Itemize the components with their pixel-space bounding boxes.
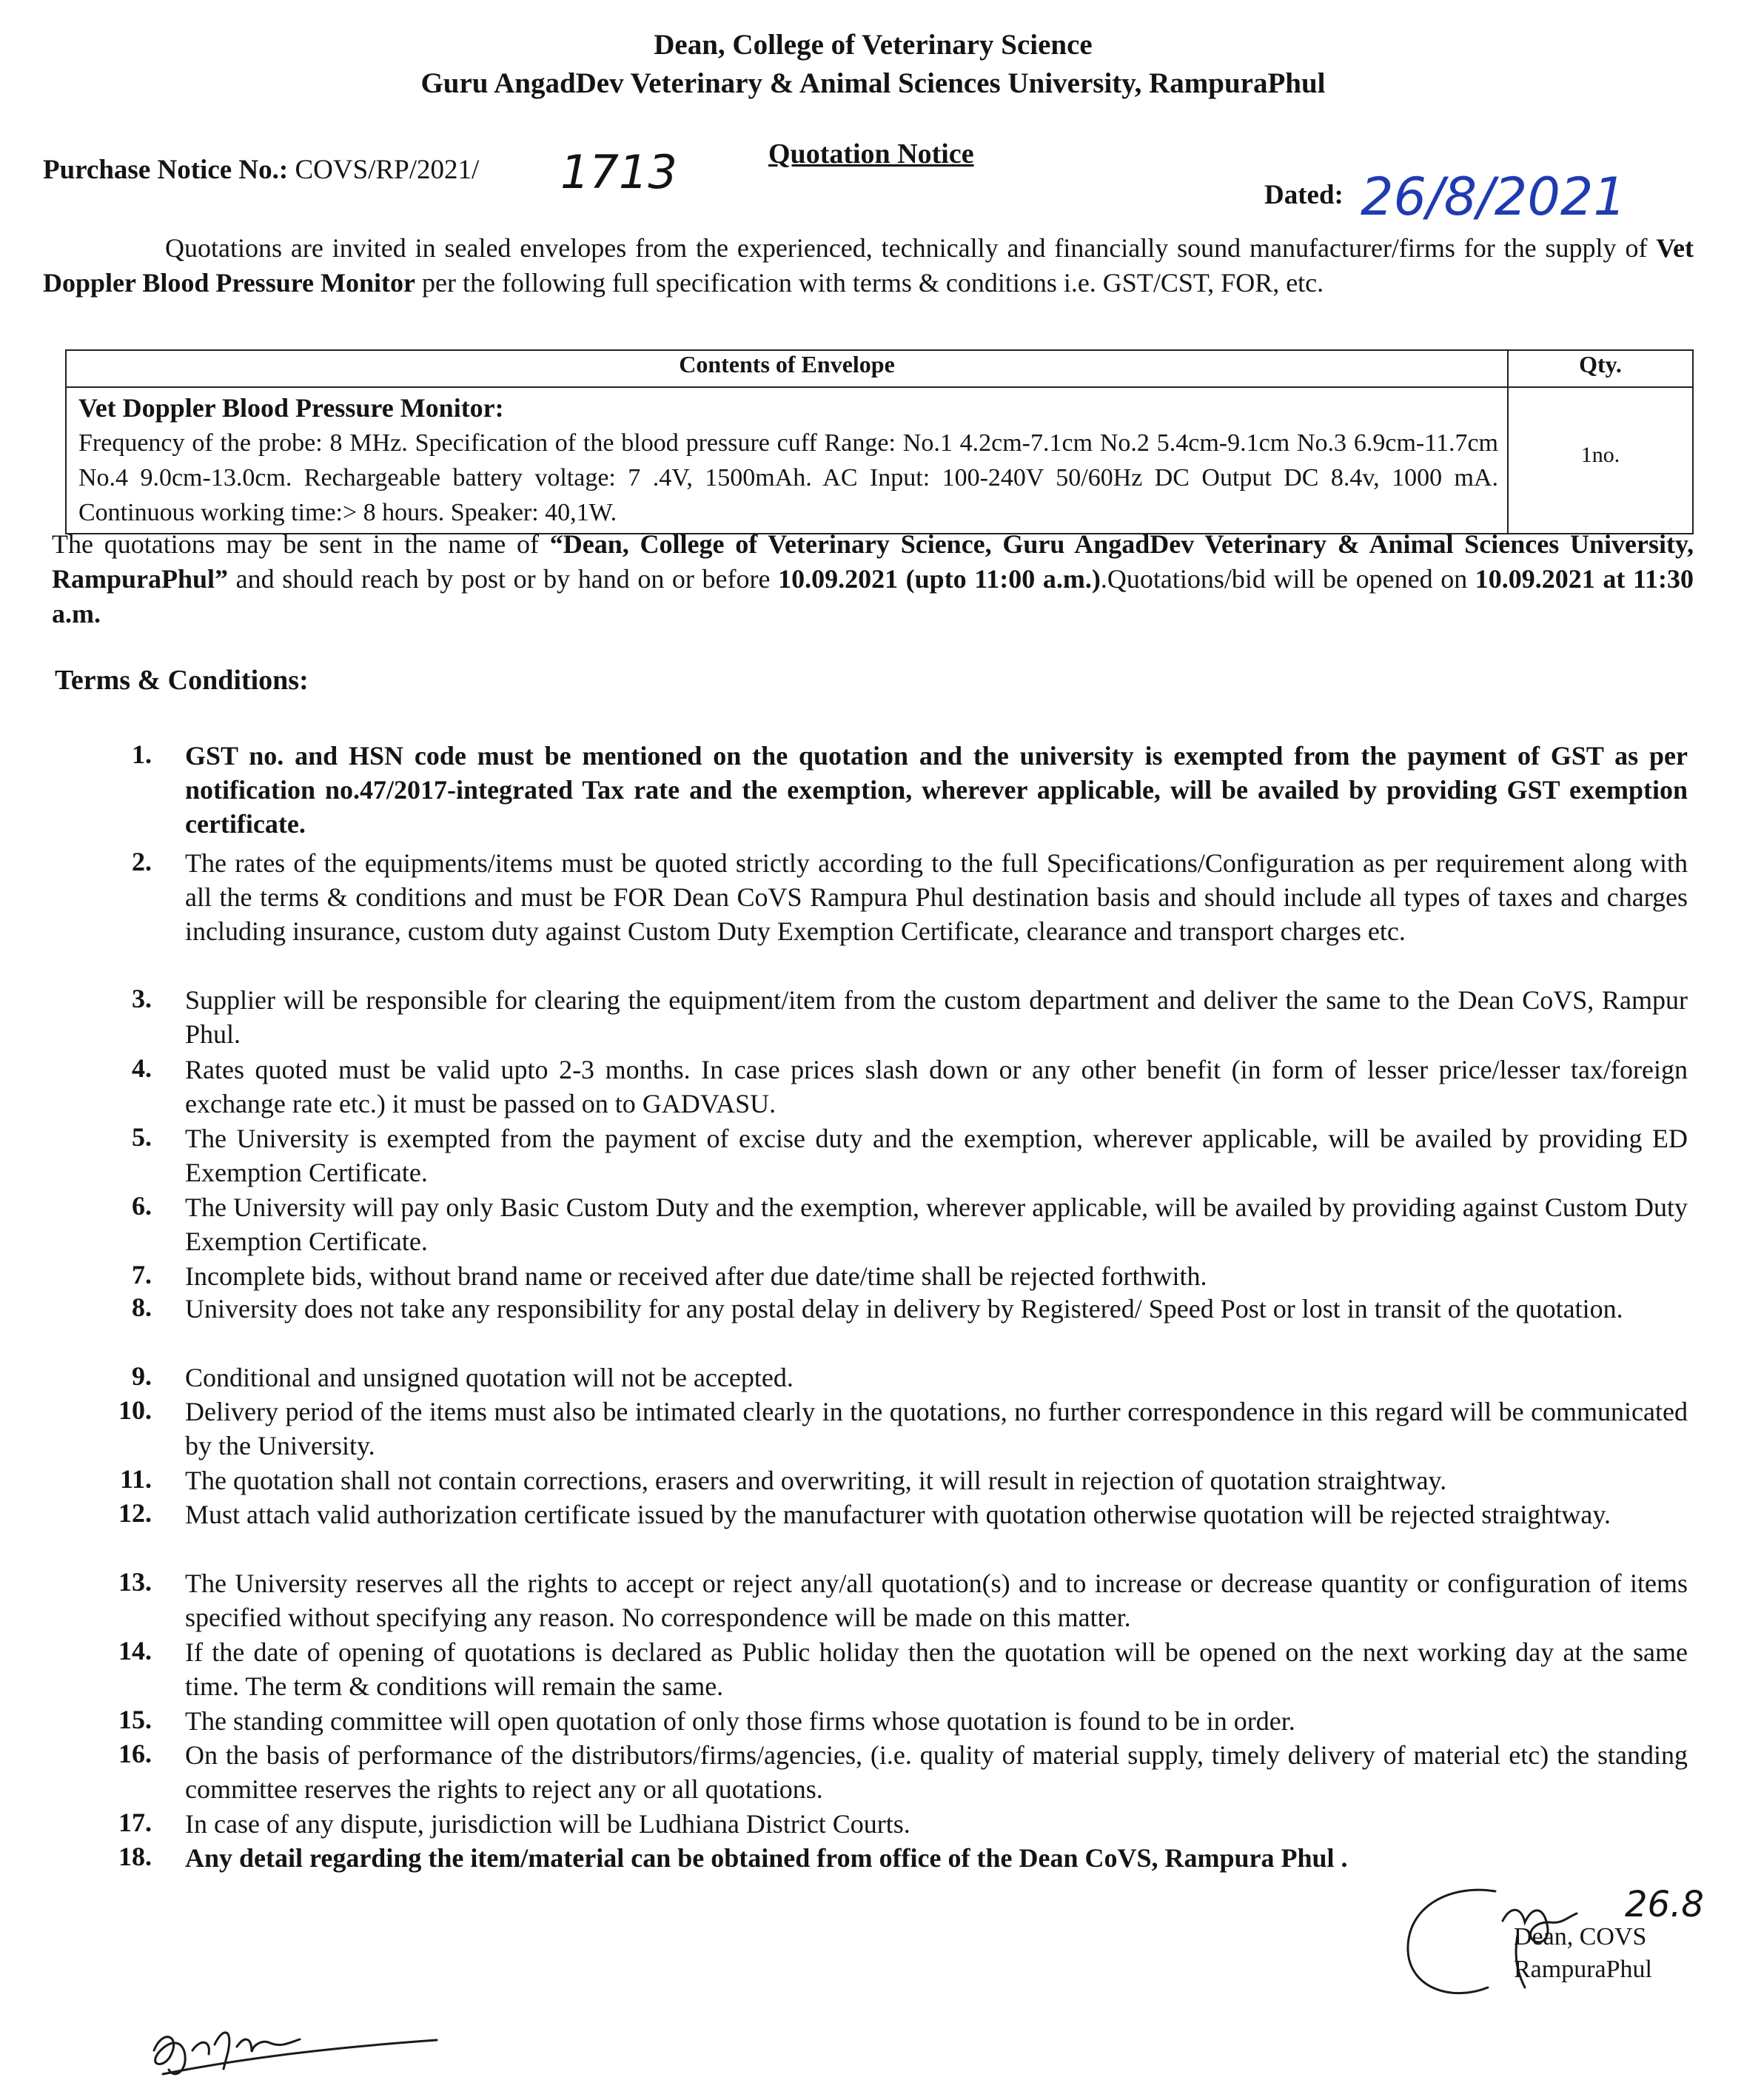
term-number: 17.	[118, 1808, 152, 1837]
university-title: Guru AngadDev Veterinary & Animal Sciences University, RampuraPhul	[420, 67, 1326, 99]
purchase-notice-label: Purchase Notice No.:	[43, 155, 295, 185]
term-number: 6.	[132, 1191, 152, 1221]
intro-item-name: Vet Doppler Blood Pressure Monitor	[43, 233, 1694, 298]
term-number: 4.	[132, 1053, 152, 1083]
term-number: 16.	[118, 1739, 152, 1768]
term-text: The University is exempted from the payment of excise duty and the exemption, wherever applicable, will be availed by providing ED Exemption Certificate.	[185, 1124, 1688, 1187]
institution-title: Dean, College of Veterinary Science	[654, 29, 1093, 61]
term-text: Delivery period of the items must also be intimated clearly in the quotations, no further correspondence in this regard will be communicated by the University.	[185, 1397, 1688, 1460]
signatory-place: RampuraPhul	[1514, 1956, 1652, 1983]
term-text: Incomplete bids, without brand name or received after due date/time shall be rejected forthwith.	[185, 1261, 1207, 1291]
envelope-table-header	[66, 350, 1693, 387]
term-text: Supplier will be responsible for clearing the equipment/item from the custom department and deliver the same to the Dean CoVS, Rampur Phul.	[185, 985, 1688, 1049]
submission-text-2: and should reach by post or by hand on or before	[228, 564, 779, 594]
term-text: University does not take any responsibility for any postal delay in delivery by Registered/ Speed Post or lost in transit of the quotation.	[185, 1294, 1623, 1324]
term-text: The University will pay only Basic Custom Duty and the exemption, wherever applicable, will be availed by providing against Custom Duty Exemption Certificate.	[185, 1192, 1688, 1256]
intro-text-2: per the following full specification with terms & conditions i.e. GST/CST, FOR, etc.	[415, 268, 1324, 298]
submission-text-3: .Quotations/bid will be opened on	[1100, 564, 1475, 594]
submission-deadline: 10.09.2021 (upto 11:00 a.m.)	[778, 564, 1101, 594]
opening-date: 10.09.2021 at 11:30 a.m.	[52, 564, 1694, 628]
term-number: 14.	[118, 1636, 152, 1665]
contents-column-header: Contents of Envelope	[66, 350, 1508, 387]
term-text: The rates of the equipments/items must be quoted strictly according to the full Specifications/Configuration as per requirement along with all the terms & conditions and must be FOR Dean CoVS Rampura Phul destination basis and should include all types of taxes and charges including insurance, custom duty against Custom Duty Exemption Certificate, clearance and transport charges etc.	[185, 848, 1688, 946]
signatory-title: Dean, COVS	[1514, 1923, 1647, 1950]
item-title: Vet Doppler Blood Pressure Monitor:	[78, 393, 504, 423]
envelope-item-row	[66, 387, 1693, 534]
term-number: 11.	[119, 1464, 152, 1494]
purchase-notice-number	[43, 154, 479, 186]
term-number: 15.	[118, 1705, 152, 1734]
item-spec-cell	[66, 387, 1508, 534]
term-number: 5.	[132, 1122, 152, 1152]
left-signature-scribble	[141, 1999, 452, 2080]
signature-handwritten-date: 26.8	[1625, 1884, 1704, 1925]
term-number: 13.	[118, 1567, 152, 1597]
term-number: 7.	[132, 1260, 152, 1289]
envelope-table	[65, 349, 1694, 534]
term-text: The quotation shall not contain corrections, erasers and overwriting, it will result in rejection of quotation straightway.	[185, 1466, 1447, 1495]
term-number: 12.	[118, 1498, 152, 1528]
term-text: GST no. and HSN code must be mentioned on the quotation and the university is exempted from the payment of GST as per notification no.47/2017-integrated Tax rate and the exemption, wherever applicable, will be availed by providing GST exemption certificate.	[185, 741, 1688, 839]
term-number: 10.	[118, 1395, 152, 1425]
dated-handwritten-value: 26/8/2021	[1361, 167, 1626, 227]
term-text: In case of any dispute, jurisdiction will be Ludhiana District Courts.	[185, 1809, 910, 1839]
submission-addressee: “Dean, College of Veterinary Science, Guru AngadDev Veterinary & Animal Sciences University, RampuraPhul”	[52, 529, 1694, 594]
qty-column-header: Qty.	[1508, 350, 1693, 387]
term-number: 1.	[132, 739, 152, 769]
terms-heading: Terms & Conditions:	[55, 665, 309, 696]
term-text: Conditional and unsigned quotation will not be accepted.	[185, 1363, 794, 1392]
intro-paragraph	[43, 231, 1694, 301]
term-number: 3.	[132, 984, 152, 1013]
term-text: Any detail regarding the item/material can be obtained from office of the Dean CoVS, Rampura Phul .	[185, 1843, 1348, 1873]
term-text: Rates quoted must be valid upto 2-3 months. In case prices slash down or any other benefit (in form of lesser price/lesser tax/foreign exchange rate etc.) it must be passed on to GADVASU.	[185, 1055, 1688, 1118]
term-text: On the basis of performance of the distributors/firms/agencies, (i.e. quality of material supply, timely delivery of material etc) the standing committee reserves the rights to reject any or all quotations.	[185, 1740, 1688, 1804]
purchase-notice-prefix: COVS/RP/2021/	[295, 155, 480, 185]
purchase-notice-handwritten-number: 1713	[560, 145, 677, 199]
submission-paragraph	[52, 527, 1694, 631]
term-text: If the date of opening of quotations is declared as Public holiday then the quotation will be opened on the next working day at the same time. The term & conditions will remain the same.	[185, 1637, 1688, 1701]
term-number: 9.	[132, 1361, 152, 1391]
term-text: The standing committee will open quotation of only those firms whose quotation is found to be in order.	[185, 1706, 1295, 1736]
item-qty: 1no.	[1508, 387, 1693, 534]
term-number: 18.	[118, 1842, 152, 1871]
term-number: 8.	[132, 1292, 152, 1322]
term-text: Must attach valid authorization certificate issued by the manufacturer with quotation otherwise quotation will be rejected straightway.	[185, 1500, 1611, 1529]
item-specification: Frequency of the probe: 8 MHz. Specification of the blood pressure cuff Range: No.1 4.2cm-7.1cm No.2 5.4cm-9.1cm No.3 6.9cm-11.7cm No.4 9.0cm-13.0cm. Rechargeable battery voltage: 7 .4V, 1500mAh. AC Input: 100-240V 50/60Hz DC Output DC 8.4v, 1000 mA. Continuous working time:> 8 hours. Speaker: 40,1W.	[78, 429, 1498, 526]
term-text: The University reserves all the rights to accept or reject any/all quotation(s) and to increase or decrease quantity or configuration of items specified without specifying any reason. No correspondence will be made on this matter.	[185, 1569, 1688, 1632]
intro-text-1: Quotations are invited in sealed envelopes from the experienced, technically and financially sound manufacturer/firms for the supply of	[165, 233, 1657, 263]
notice-title: Quotation Notice	[768, 138, 974, 170]
dated-label: Dated:	[1264, 180, 1344, 210]
submission-text-1: The quotations may be sent in the name of	[52, 529, 550, 559]
term-number: 2.	[132, 847, 152, 876]
